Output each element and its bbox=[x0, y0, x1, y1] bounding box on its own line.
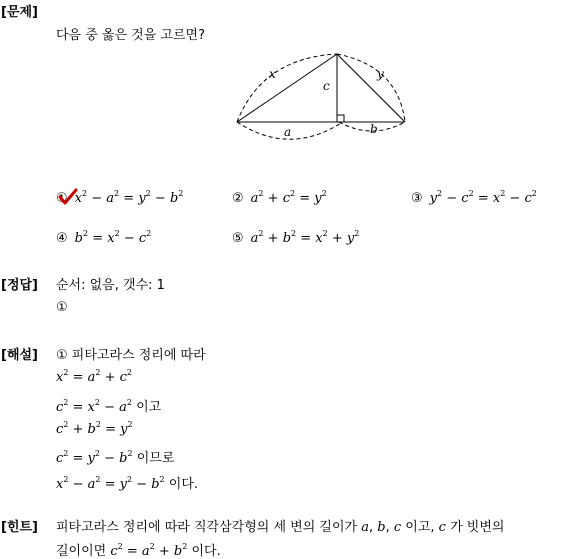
answer-line: 순서: 없음, 갯수: 1 bbox=[56, 278, 165, 293]
question-text: 다음 중 옳은 것을 고르면? bbox=[56, 28, 206, 43]
explanation-eq-3: $c^2 + b^2 = y^2$ bbox=[56, 420, 133, 437]
choice-5[interactable]: ⑤ $a^2 + b^2 = x^2 + y^2$ bbox=[232, 229, 360, 246]
triangle-figure bbox=[0, 40, 587, 200]
choice-2[interactable]: ② $a^2 + c^2 = y^2$ bbox=[232, 189, 327, 206]
choice-3[interactable]: ③ $y^2 - c^2 = x^2 - c^2$ bbox=[411, 189, 537, 206]
hint-line-2: 길이이면 $c^2 = a^2 + b^2$ 이다. bbox=[56, 542, 221, 559]
explanation-intro: ① 피타고라스 정리에 따라 bbox=[56, 348, 206, 363]
choice-1[interactable]: ① $x^2 - a^2 = y^2 - b^2$ bbox=[56, 189, 184, 206]
problem-tag: [문제] bbox=[1, 5, 38, 20]
label-c: c bbox=[323, 79, 330, 93]
explanation-tag: [해설] bbox=[1, 348, 38, 363]
checkmark-icon bbox=[58, 188, 78, 206]
explanation-eq-2: $c^2 = x^2 - a^2$ 이고 bbox=[56, 398, 162, 415]
hint-tag: [힌트] bbox=[1, 520, 38, 535]
explanation-eq-4: $c^2 = y^2 - b^2$ 이므로 bbox=[56, 449, 175, 466]
answer-tag: [정답] bbox=[1, 278, 38, 293]
answer-value: ① bbox=[56, 300, 68, 315]
label-x: x bbox=[269, 67, 276, 81]
label-b: b bbox=[370, 122, 378, 136]
explanation-eq-5: $x^2 - a^2 = y^2 - b^2$ 이다. bbox=[56, 475, 199, 492]
choice-4[interactable]: ④ $b^2 = x^2 - c^2$ bbox=[56, 229, 152, 246]
label-a: a bbox=[284, 125, 292, 139]
hint-line-1: 피타고라스 정리에 따라 직각삼각형의 세 변의 길이가 a, b, c 이고, c 가 빗변의 bbox=[56, 520, 505, 535]
explanation-eq-1: $x^2 = a^2 + c^2$ bbox=[56, 368, 132, 385]
label-y: y bbox=[377, 67, 384, 81]
